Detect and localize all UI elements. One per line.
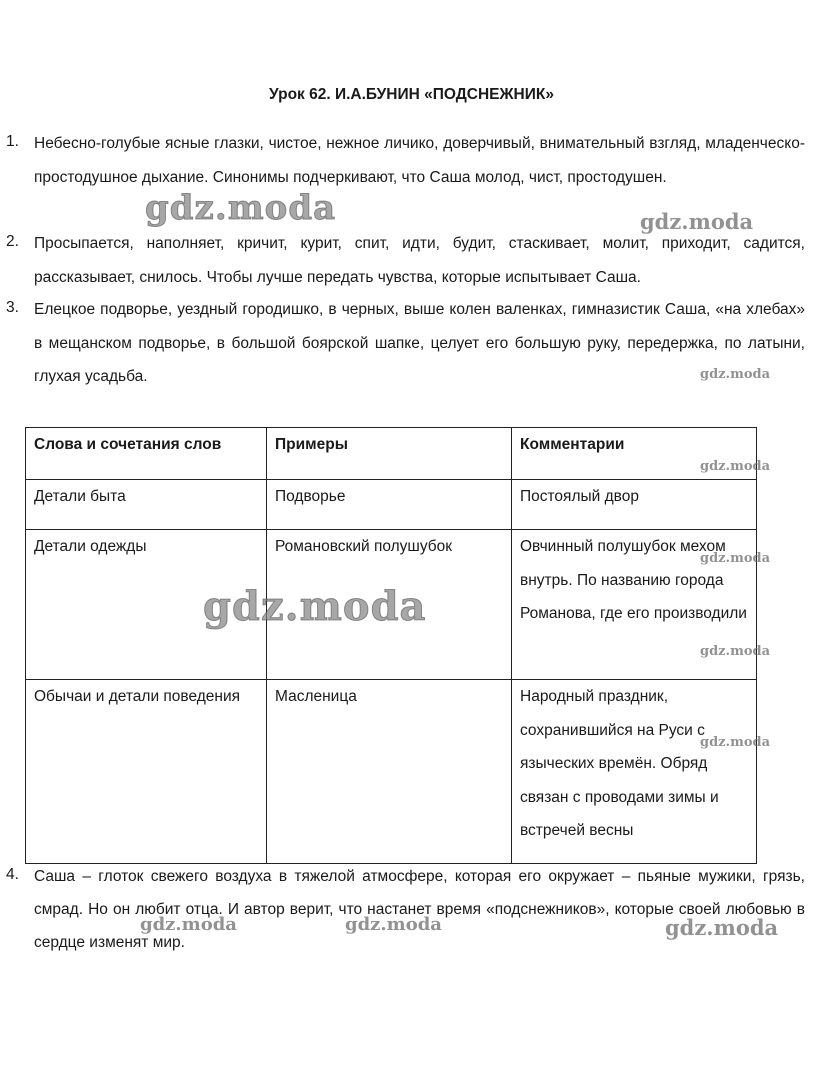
- column-header: Примеры: [267, 428, 512, 480]
- table-cell: Романовский полушубок: [267, 530, 512, 680]
- table-cell: Овчинный полушубок мехом внутрь. По названию города Романова, где его производили: [512, 530, 757, 680]
- watermark: gdz.moda: [700, 367, 771, 382]
- item-number: 1.: [6, 133, 19, 150]
- watermark: gdz.moda: [700, 735, 771, 750]
- column-header: Слова и сочетания слов: [26, 428, 267, 480]
- item-text: Елецкое подворье, уездный городишко, в черных, выше колен валенках, гимназистик Саша, «на хлебах» в мещанском подворье, в большой боярской шапке, целует его большую руку, передержка, по латыни, глухая усадьба.: [34, 301, 805, 385]
- table-cell: Подворье: [267, 480, 512, 530]
- table-header-row: [26, 428, 757, 480]
- item-number: 2.: [6, 233, 19, 250]
- table-row: [26, 480, 757, 530]
- watermark: gdz.moda: [700, 551, 771, 566]
- watermark: gdz.moda: [345, 914, 442, 935]
- watermark: gdz.moda: [700, 644, 771, 659]
- item-number: 4.: [6, 866, 19, 883]
- watermark: gdz.moda: [700, 459, 771, 474]
- table-cell: Масленица: [267, 680, 512, 864]
- item-text: Просыпается, наполняет, кричит, курит, спит, идти, будит, стаскивает, молит, приходит, садится, рассказывает, снилось. Чтобы лучше передать чувства, которые испытывает Саша.: [34, 235, 805, 286]
- table-cell: Постоялый двор: [512, 480, 757, 530]
- page-title: Урок 62. И.А.БУНИН «ПОДСНЕЖНИК»: [269, 86, 554, 103]
- vocabulary-table: [25, 427, 757, 864]
- watermark: gdz.moda: [665, 915, 779, 940]
- watermark: gdz.moda: [203, 583, 427, 630]
- item-text: Небесно-голубые ясные глазки, чистое, нежное личико, доверчивый, внимательный взгляд, младенческо-простодушное дыхание. Синонимы подчеркивают, что Саша молод, чист, простодушен.: [34, 135, 805, 186]
- column-header: Комментарии: [512, 428, 757, 480]
- item-number: 3.: [6, 299, 19, 316]
- table-cell: Детали одежды: [26, 530, 267, 680]
- watermark: gdz.moda: [140, 914, 237, 935]
- table-cell: Детали быта: [26, 480, 267, 530]
- watermark: gdz.moda: [640, 209, 754, 234]
- table-row: [26, 680, 757, 864]
- table-cell: Народный праздник, сохранившийся на Руси с языческих времён. Обряд связан с проводами зимы и встречей весны: [512, 680, 757, 864]
- watermark: gdz.moda: [145, 188, 337, 228]
- table-cell: Обычаи и детали поведения: [26, 680, 267, 864]
- item-text: Саша – глоток свежего воздуха в тяжелой атмосфере, которая его окружает – пьяные мужики, грязь, смрад. Но он любит отца. И автор верит, что настанет время «подснежников», которые своей любовью в сердце изменят мир.: [34, 868, 805, 951]
